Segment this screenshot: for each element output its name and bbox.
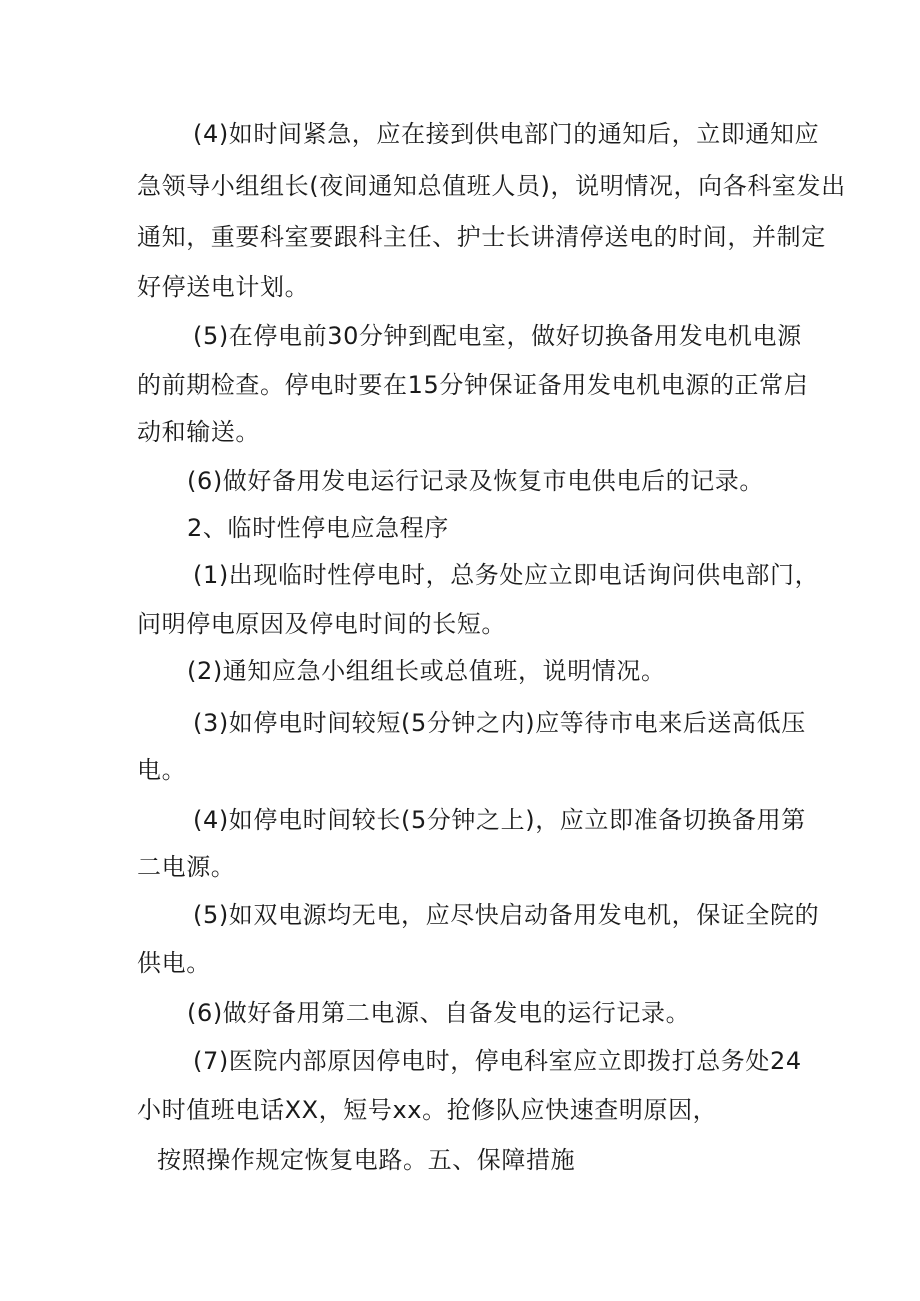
text-line: (1)出现临时性停电时，总务处应立即电话询问供电部门，: [193, 561, 820, 589]
section-heading: 2、临时性停电应急程序: [187, 514, 449, 542]
text-line: 按照操作规定恢复电路。五、保障措施: [157, 1146, 576, 1174]
text-line: 电。: [137, 756, 187, 784]
text-line: 急领导小组组长(夜间通知总值班人员)，说明情况，向各科室发出: [137, 172, 846, 200]
text-line: 小时值班电话XX，短号xx。抢修队应快速查明原因，: [137, 1096, 718, 1124]
text-line: 动和输送。: [137, 418, 260, 446]
text-line: (3)如停电时间较短(5分钟之内)应等待市电来后送高低压: [193, 709, 806, 737]
text-line: (4)如时间紧急，应在接到供电部门的通知后，立即通知应: [193, 120, 820, 148]
text-line: 供电。: [137, 949, 211, 977]
text-line: 的前期检查。停电时要在15分钟保证备用发电机电源的正常启: [137, 371, 809, 399]
text-line: (6)做好备用发电运行记录及恢复市电供电后的记录。: [187, 467, 764, 495]
text-line: (7)医院内部原因停电时，停电科室应立即拨打总务处24: [193, 1047, 802, 1075]
text-line: (2)通知应急小组组长或总值班，说明情况。: [187, 657, 666, 685]
text-line: (4)如停电时间较长(5分钟之上)，应立即准备切换备用第: [193, 806, 806, 834]
text-line: (5)如双电源均无电，应尽快启动备用发电机，保证全院的: [193, 901, 820, 929]
text-line: 通知，重要科室要跟科主任、护士长讲清停送电的时间，并制定: [137, 223, 826, 251]
text-line: 好停送电计划。: [137, 273, 310, 301]
text-line: (6)做好备用第二电源、自备发电的运行记录。: [187, 999, 691, 1027]
text-line: 二电源。: [137, 853, 236, 881]
text-line: (5)在停电前30分钟到配电室，做好切换备用发电机电源: [193, 322, 802, 350]
text-line: 问明停电原因及停电时间的长短。: [137, 610, 506, 638]
